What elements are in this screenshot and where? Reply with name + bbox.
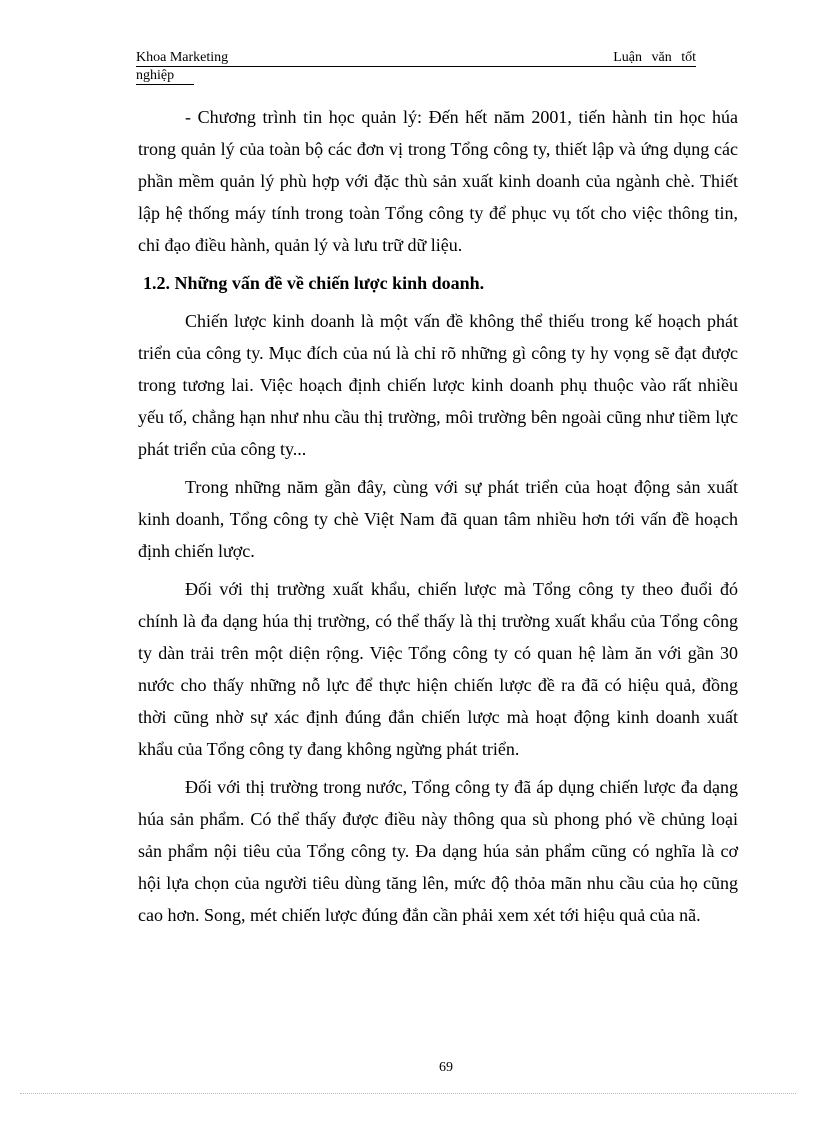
page-number: 69 <box>439 1060 453 1075</box>
paragraph-strategy-intro: Chiến lược kinh doanh là một vấn đề không thể thiếu trong kế hoạch phát triển của công ty. Mục đích của nú là chỉ rõ những gì công ty hy vọng sẽ đạt được trong tương lai. Việc hoạch định chiến lược kinh doanh phụ thuộc vào rất nhiều yếu tố, chẳng hạn như nhu cầu thị trường, môi trường bên ngoài cũng như tiềm lực phát triển của công ty... <box>138 311 738 459</box>
page-header <box>136 50 696 85</box>
paragraph-domestic-market: Đối với thị trường trong nước, Tổng công ty đã áp dụng chiến lược đa dạng húa sản phẩm. Có thể thấy được điều này thông qua sù phong phó về chủng loại sản phẩm nội tiêu của Tổng công ty. Đa dạng húa sản phẩm cũng có nghĩa là cơ hội lựa chọn của người tiêu dùng tăng lên, mức độ thỏa mãn nhu cầu của họ cũng cao hơn. Song, mét chiến lược đúng đắn cần phải xem xét tới hiệu quả của nã. <box>138 777 738 925</box>
page-bottom-divider <box>20 1093 796 1094</box>
paragraph-export-market: Đối với thị trường xuất khẩu, chiến lược mà Tổng công ty theo đuổi đó chính là đa dạng húa thị trường, có thể thấy là thị trường xuất khẩu của Tổng công ty dàn trải trên một diện rộng. Việc Tổng công ty có quan hệ làm ăn với gần 30 nước cho thấy những nỗ lực để thực hiện chiến lược đề ra đã có hiệu quả, đồng thời cũng nhờ sự xác định đúng đắn chiến lược mà hoạt động kinh doanh xuất khẩu của Tổng công ty đang không ngừng phát triển. <box>138 579 738 759</box>
section-heading: 1.2. Những vấn đề về chiến lược kinh doanh. <box>143 273 485 293</box>
header-rule <box>136 50 696 67</box>
paragraph-it-program: - Chương trình tin học quản lý: Đến hết năm 2001, tiến hành tin học húa trong quản lý của toàn bộ các đơn vị trong Tổng công ty, thiết lập và ứng dụng các phần mềm quản lý phù hợp với đặc thù sản xuất kinh doanh của ngành chè. Thiết lập hệ thống máy tính trong toàn Tổng công ty để phục vụ tốt cho việc thông tin, chỉ đạo điều hành, quản lý và lưu trữ dữ liệu. <box>138 107 738 255</box>
paragraph-recent-years: Trong những năm gần đây, cùng với sự phát triển của hoạt động sản xuất kinh doanh, Tổng công ty chè Việt Nam đã quan tâm nhiều hơn tới vấn đề hoạch định chiến lược. <box>138 477 738 561</box>
header-thesis-continuation: nghiệp <box>136 68 194 85</box>
body-text <box>138 101 738 931</box>
header-faculty: Khoa Marketing <box>136 50 229 65</box>
header-thesis-label: Luận văn tốt <box>613 50 696 65</box>
